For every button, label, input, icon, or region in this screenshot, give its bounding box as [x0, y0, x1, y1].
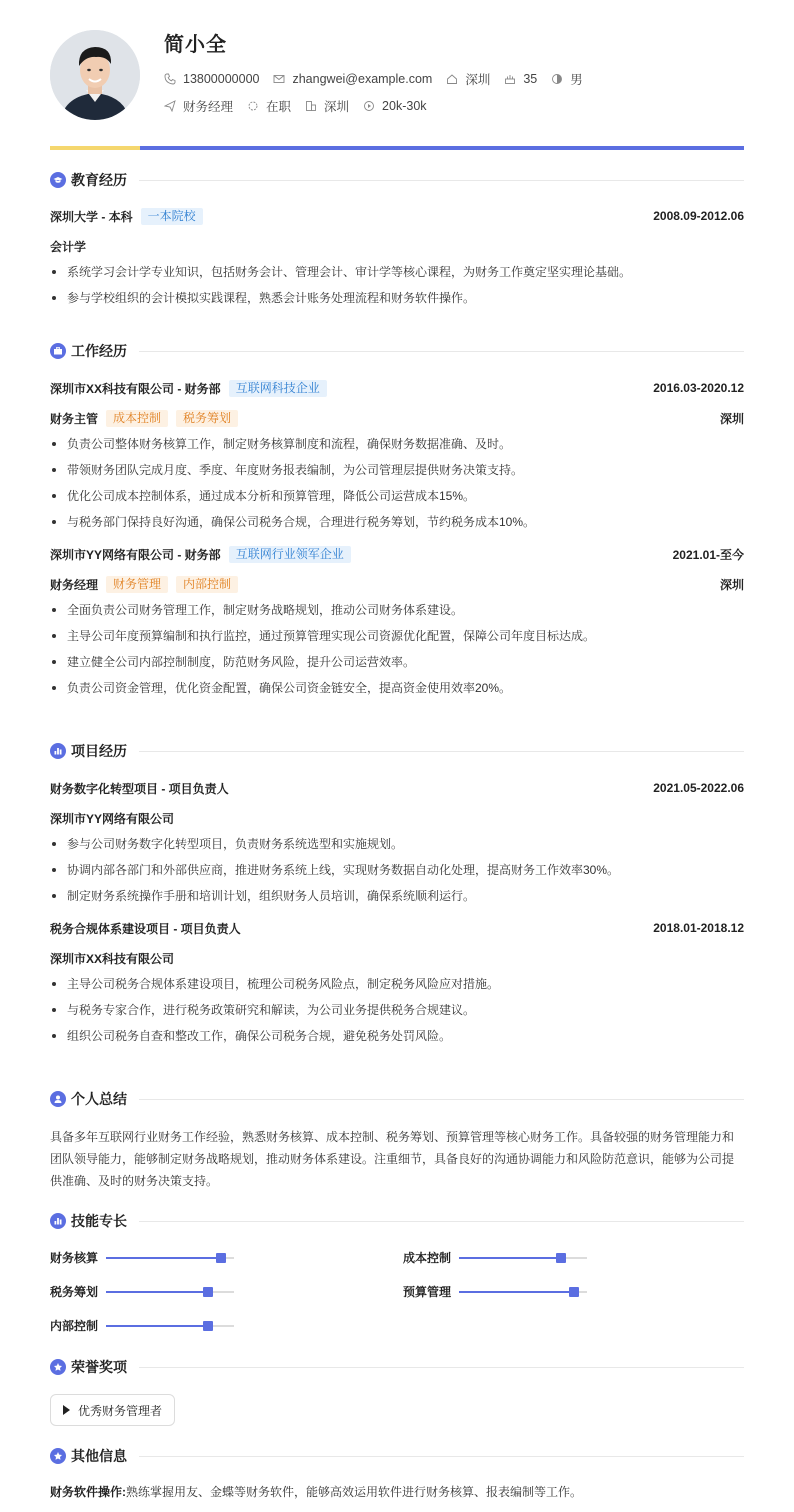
award-icon [50, 1359, 66, 1375]
skill-tag: 财务管理 [106, 576, 168, 593]
awards-list [50, 1394, 744, 1426]
status-icon [247, 100, 259, 112]
section-title: 教育经历 [71, 172, 127, 188]
list-item: 参与公司财务数字化转型项目，负责财务系统选型和实施规划。 [50, 831, 744, 857]
phone-text: 13800000000 [183, 72, 260, 86]
award-badge [50, 1394, 175, 1426]
send-icon [164, 100, 176, 112]
education-header-row [50, 206, 744, 226]
list-item: 全面负责公司财务管理工作，制定财务战略规划，推动公司财务体系建设。 [50, 597, 744, 623]
play-icon [63, 1405, 70, 1415]
skill-bar-knob [203, 1287, 213, 1297]
salary-text: 20k-30k [382, 99, 427, 113]
skill-tag: 成本控制 [106, 410, 168, 427]
skill-tag: 税务筹划 [176, 410, 238, 427]
age-info [504, 72, 537, 86]
city-text: 深圳 [465, 73, 491, 87]
project-date: 2021.05-2022.06 [653, 781, 744, 795]
award-label: 优秀财务管理者 [78, 1403, 163, 1418]
skill-bar [106, 1257, 234, 1259]
job-text: 财务经理 [183, 100, 234, 114]
section-header [50, 341, 744, 361]
projects-section [50, 741, 744, 1049]
section-header [50, 1357, 744, 1377]
skill-name: 税务筹划 [50, 1285, 99, 1299]
skill-bar-fill [106, 1257, 221, 1259]
project-name: 财务数字化转型项目 - 项目负责人 [50, 781, 229, 796]
skill-bar [459, 1257, 587, 1259]
company-tag: 互联网科技企业 [229, 380, 327, 397]
contact-row [164, 70, 597, 88]
project-company-row [50, 808, 744, 828]
summary-line: 团队领导能力，能够制定财务战略规划，推动财务体系建设。注重细节，具备良好的沟通协调能力和风险防范意识，能够为公司提 [50, 1152, 735, 1166]
gender-text: 男 [570, 73, 583, 87]
list-item: 系统学习会计学专业知识，包括财务会计、管理会计、审计学等核心课程，为财务工作奠定坚实理论基础。 [50, 259, 744, 285]
skill-name: 财务核算 [50, 1251, 99, 1265]
skill-bar-knob [556, 1253, 566, 1263]
skill-bar-knob [569, 1287, 579, 1297]
job-entry [50, 378, 744, 535]
gender-icon [551, 73, 563, 85]
status-info [247, 97, 291, 115]
skill-name: 内部控制 [50, 1319, 99, 1333]
briefcase-icon [50, 343, 66, 359]
list-item: 制定财务系统操作手册和培训计划，组织财务人员培训，确保系统顺利运行。 [50, 883, 744, 909]
graduation-cap-icon [50, 172, 66, 188]
list-item: 主导公司税务合规体系建设项目，梳理公司税务风险点，制定税务风险应对措施。 [50, 971, 744, 997]
education-bullets [50, 259, 744, 311]
building-icon [305, 100, 317, 112]
skill-bar [106, 1325, 234, 1327]
section-title: 荣誉奖项 [71, 1359, 127, 1375]
project-entry [50, 918, 744, 1049]
job-entry [50, 544, 744, 701]
role: 财务经理 [50, 577, 99, 592]
skill-bar-knob [216, 1253, 226, 1263]
chart-bars-icon [50, 1213, 66, 1229]
job-bullets [50, 431, 744, 535]
salary-info [363, 99, 426, 113]
list-item: 优化公司成本控制体系，通过成本分析和预算管理，降低公司运营成本15%。 [50, 483, 744, 509]
other-label: 财务软件操作: [50, 1485, 126, 1499]
education-date: 2008.09-2012.06 [653, 209, 744, 223]
other-section [50, 1446, 744, 1500]
skill-bar-fill [459, 1291, 574, 1293]
skills-section [50, 1211, 744, 1359]
awards-section [50, 1357, 744, 1426]
city-info [446, 70, 490, 88]
skill-bar [459, 1291, 587, 1293]
skill-bar-fill [106, 1325, 208, 1327]
project-bullets [50, 971, 744, 1049]
mail-icon [273, 73, 285, 85]
section-title: 其他信息 [71, 1448, 127, 1464]
skill-name: 成本控制 [403, 1251, 452, 1265]
job-bullets [50, 597, 744, 701]
job-location: 深圳 [719, 411, 744, 426]
list-item: 负责公司资金管理，优化资金配置，确保公司资金链安全，提高资金使用效率20%。 [50, 675, 744, 701]
salary-icon [363, 100, 375, 112]
company-name: 深圳市XX科技有限公司 - 财务部 [50, 381, 221, 396]
list-item: 建立健全公司内部控制制度，防范财务风险，提升公司运营效率。 [50, 649, 744, 675]
company-tag: 互联网行业领军企业 [229, 546, 351, 563]
company-name: 深圳市YY网络有限公司 - 财务部 [50, 547, 221, 562]
skill-tag: 内部控制 [176, 576, 238, 593]
skill-item [403, 1249, 587, 1266]
summary-section [50, 1089, 744, 1192]
skill-item [50, 1249, 234, 1266]
status-text: 在职 [266, 100, 292, 114]
skill-item [403, 1283, 587, 1300]
role-row [50, 408, 744, 428]
skill-bar [106, 1291, 234, 1293]
home-icon [446, 73, 458, 85]
section-header [50, 741, 744, 761]
cake-icon [504, 73, 516, 85]
list-item: 负责公司整体财务核算工作，制定财务核算制度和流程，确保财务数据准确、及时。 [50, 431, 744, 457]
list-item: 主导公司年度预算编制和执行监控，通过预算管理实现公司资源优化配置，保障公司年度目标达成。 [50, 623, 744, 649]
job-header-row [50, 378, 744, 398]
major: 会计学 [50, 239, 87, 254]
phone-icon [164, 73, 176, 85]
section-header [50, 1089, 744, 1109]
school-name: 深圳大学 - 本科 [50, 209, 133, 224]
role: 财务主管 [50, 411, 99, 426]
job-date: 2021.01-至今 [672, 547, 744, 562]
avatar [50, 30, 140, 120]
header-accent-bar [50, 146, 744, 150]
chart-bars-icon [50, 743, 66, 759]
section-title: 项目经历 [71, 743, 127, 759]
other-text: 熟练掌握用友、金蝶等财务软件，能够高效运用软件进行财务核算、报表编制等工作。 [126, 1485, 583, 1499]
section-header [50, 170, 744, 190]
skill-bar-fill [459, 1257, 561, 1259]
school-tag: 一本院校 [141, 208, 203, 225]
skill-name: 预算管理 [403, 1285, 452, 1299]
section-title: 个人总结 [71, 1091, 127, 1107]
skill-bar-fill [106, 1291, 208, 1293]
job-date: 2016.03-2020.12 [653, 381, 744, 395]
skill-item [50, 1283, 234, 1300]
job-info [164, 97, 233, 115]
skill-bar-knob [203, 1321, 213, 1331]
list-item: 参与学校组织的会计模拟实践课程，熟悉会计账务处理流程和财务软件操作。 [50, 285, 744, 311]
job-intent-row [164, 97, 441, 115]
skills-grid [50, 1249, 744, 1359]
project-date: 2018.01-2018.12 [653, 921, 744, 935]
section-title: 技能专长 [71, 1213, 127, 1229]
job-header-row [50, 544, 744, 564]
candidate-name: 简小全 [164, 34, 227, 56]
email-text: zhangwei@example.com [292, 72, 433, 86]
summary-text [50, 1126, 744, 1192]
other-info [50, 1483, 744, 1500]
education-section [50, 170, 744, 311]
list-item: 协调内部各部门和外部供应商，推进财务系统上线，实现财务数据自动化处理，提高财务工作效率30%。 [50, 857, 744, 883]
project-entry [50, 778, 744, 909]
work-section [50, 341, 744, 701]
target-city-text: 深圳 [324, 100, 350, 114]
section-title: 工作经历 [71, 343, 127, 359]
person-icon [50, 1091, 66, 1107]
major-row [50, 236, 744, 256]
target-city-info [305, 97, 349, 115]
list-item: 与税务部门保持良好沟通，确保公司税务合规，合理进行税务筹划，节约税务成本10%。 [50, 509, 744, 535]
section-header [50, 1211, 744, 1231]
list-item: 带领财务团队完成月度、季度、年度财务报表编制，为公司管理层提供财务决策支持。 [50, 457, 744, 483]
project-company: 深圳市XX科技有限公司 [50, 951, 175, 966]
email-info [273, 72, 432, 86]
phone-info [164, 72, 259, 86]
list-item: 与税务专家合作，进行税务政策研究和解读，为公司业务提供税务合规建议。 [50, 997, 744, 1023]
summary-line: 具备多年互联网行业财务工作经验，熟悉财务核算、成本控制、税务筹划、预算管理等核心财务工作。具备较强的财务管理能力和 [50, 1130, 735, 1144]
resume-header [50, 0, 744, 148]
summary-line: 供准确、及时的财务决策支持。 [50, 1174, 219, 1188]
award-icon [50, 1448, 66, 1464]
skill-item [50, 1317, 234, 1334]
project-company-row [50, 948, 744, 968]
section-header [50, 1446, 744, 1466]
project-header-row [50, 778, 744, 798]
project-company: 深圳市YY网络有限公司 [50, 811, 175, 826]
project-name: 税务合规体系建设项目 - 项目负责人 [50, 921, 241, 936]
job-location: 深圳 [719, 577, 744, 592]
role-row [50, 574, 744, 594]
project-header-row [50, 918, 744, 938]
age-text: 35 [523, 72, 538, 86]
list-item: 组织公司税务自查和整改工作，确保公司税务合规，避免税务处罚风险。 [50, 1023, 744, 1049]
gender-info [551, 70, 583, 88]
project-bullets [50, 831, 744, 909]
